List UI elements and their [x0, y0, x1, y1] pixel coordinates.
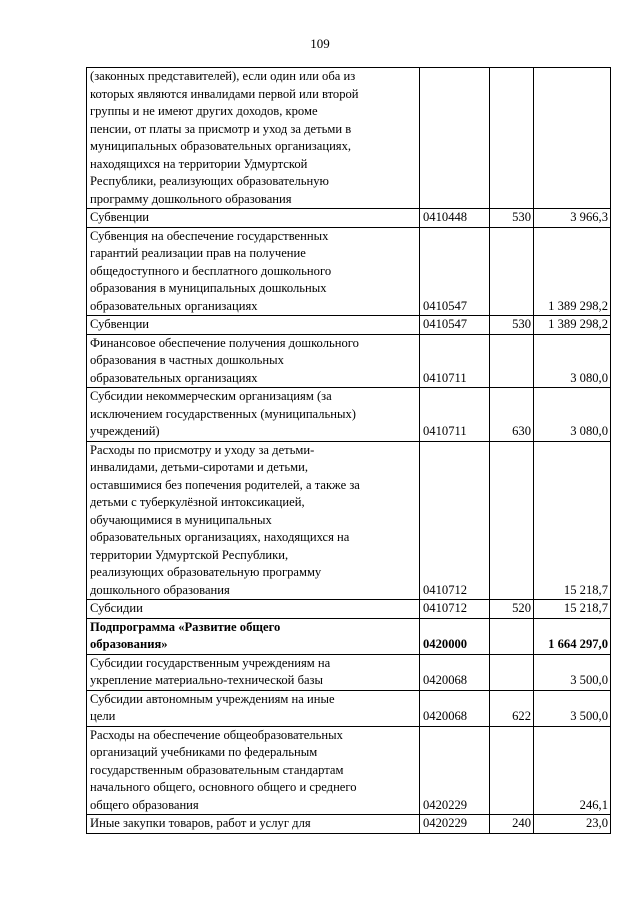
target-code-cell: 0410712	[420, 600, 490, 619]
table-row	[87, 316, 611, 335]
expense-name-cell: Расходы по присмотру и уходу за детьми- инвалидами, детьми-сиротами и детьми, оставшимися без попечения родителей, а также за детьми с туберкулёзной интоксикацией, обучающимися в муниципальных образовательных организациях, находящихся на территории Удмуртской Республики, реализующих образовательную программу дошкольного образования	[87, 441, 420, 600]
expense-type-cell	[490, 68, 534, 209]
table-row	[87, 600, 611, 619]
budget-table	[86, 67, 611, 834]
amount-cell: 1 664 297,0	[534, 618, 611, 654]
expense-name-cell: Субсидии некоммерческим организациям (за исключением государственных (муниципальных) учреждений)	[87, 388, 420, 442]
target-code-cell: 0420229	[420, 726, 490, 815]
amount-cell: 246,1	[534, 726, 611, 815]
expense-type-cell: 530	[490, 316, 534, 335]
expense-type-cell	[490, 654, 534, 690]
amount-cell: 3 080,0	[534, 388, 611, 442]
expense-name-cell: Субвенции	[87, 209, 420, 228]
target-code-cell: 0410547	[420, 227, 490, 316]
target-code-cell: 0410712	[420, 441, 490, 600]
amount-cell: 15 218,7	[534, 441, 611, 600]
amount-cell: 3 966,3	[534, 209, 611, 228]
target-code-cell: 0410711	[420, 388, 490, 442]
expense-type-cell: 240	[490, 815, 534, 834]
expense-name-cell: Субсидии автономным учреждениям на иные цели	[87, 690, 420, 726]
expense-name-cell: Расходы на обеспечение общеобразовательных организаций учебниками по федеральным государственным образовательным стандартам начального общего, основного общего и среднего общего образования	[87, 726, 420, 815]
page-number: 109	[310, 36, 330, 51]
expense-type-cell	[490, 227, 534, 316]
amount-cell: 1 389 298,2	[534, 227, 611, 316]
table-row	[87, 690, 611, 726]
target-code-cell: 0420000	[420, 618, 490, 654]
expense-name-cell: Субсидии	[87, 600, 420, 619]
amount-cell: 3 080,0	[534, 334, 611, 388]
table-row	[87, 654, 611, 690]
table-row	[87, 388, 611, 442]
amount-cell: 1 389 298,2	[534, 316, 611, 335]
target-code-cell: 0420229	[420, 815, 490, 834]
table-row	[87, 209, 611, 228]
expense-name-cell: Субвенции	[87, 316, 420, 335]
expense-name-cell: Финансовое обеспечение получения дошкольного образования в частных дошкольных образовательных организациях	[87, 334, 420, 388]
expense-name-cell: Субвенция на обеспечение государственных гарантий реализации прав на получение общедоступного и бесплатного дошкольного образования в муниципальных дошкольных образовательных организациях	[87, 227, 420, 316]
amount-cell: 3 500,0	[534, 654, 611, 690]
expense-name-cell: (законных представителей), если один или оба из которых являются инвалидами первой или второй группы и не имеют других доходов, кроме пенсии, от платы за присмотр и уход за детьми в муниципальных образовательных организациях, находящихся на территории Удмуртской Республики, реализующих образовательную программу дошкольного образования	[87, 68, 420, 209]
table-row	[87, 618, 611, 654]
target-code-cell: 0410711	[420, 334, 490, 388]
expense-type-cell	[490, 726, 534, 815]
expense-type-cell: 520	[490, 600, 534, 619]
expense-type-cell: 622	[490, 690, 534, 726]
table-row	[87, 68, 611, 209]
amount-cell	[534, 68, 611, 209]
amount-cell: 15 218,7	[534, 600, 611, 619]
target-code-cell: 0410547	[420, 316, 490, 335]
table-row	[87, 815, 611, 834]
expense-name-cell: Субсидии государственным учреждениям на укрепление материально-технической базы	[87, 654, 420, 690]
amount-cell: 23,0	[534, 815, 611, 834]
target-code-cell: 0420068	[420, 690, 490, 726]
target-code-cell	[420, 68, 490, 209]
table-row	[87, 441, 611, 600]
table-row	[87, 726, 611, 815]
expense-type-cell	[490, 618, 534, 654]
expense-type-cell	[490, 441, 534, 600]
expense-name-cell: Иные закупки товаров, работ и услуг для	[87, 815, 420, 834]
amount-cell: 3 500,0	[534, 690, 611, 726]
expense-type-cell: 630	[490, 388, 534, 442]
budget-table-body	[87, 68, 611, 834]
table-row	[87, 227, 611, 316]
expense-type-cell	[490, 334, 534, 388]
table-row	[87, 334, 611, 388]
target-code-cell: 0420068	[420, 654, 490, 690]
expense-name-cell: Подпрограмма «Развитие общего образования»	[87, 618, 420, 654]
target-code-cell: 0410448	[420, 209, 490, 228]
expense-type-cell: 530	[490, 209, 534, 228]
